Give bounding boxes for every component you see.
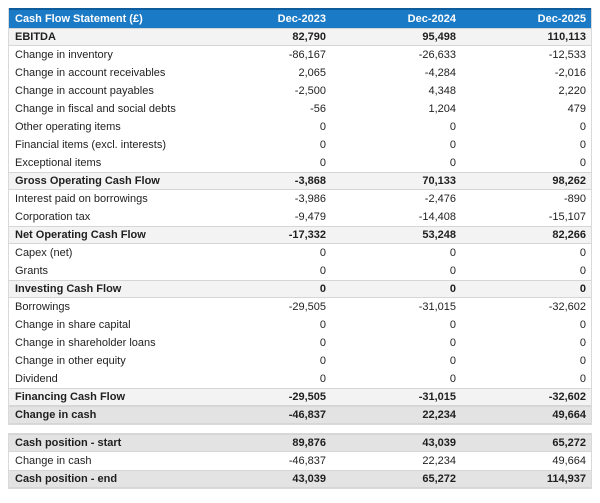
table-row bbox=[9, 190, 591, 208]
value-cell: 65,272 bbox=[552, 437, 586, 449]
table-row bbox=[9, 82, 591, 100]
row-label: Cash position - end bbox=[15, 473, 118, 485]
value-cell: 0 bbox=[319, 247, 326, 259]
value-cell: 49,664 bbox=[552, 455, 586, 467]
value-cell: -29,505 bbox=[288, 301, 326, 313]
summary-table-body bbox=[9, 434, 591, 488]
value-cell: 65,272 bbox=[422, 473, 456, 485]
value-cell: 2,065 bbox=[298, 67, 326, 79]
row-label: Change in fiscal and social debts bbox=[15, 103, 176, 115]
value-cell: 53,248 bbox=[422, 229, 456, 241]
row-label: Change in other equity bbox=[15, 355, 126, 367]
table-row bbox=[9, 388, 591, 406]
value-cell: 114,937 bbox=[546, 473, 586, 485]
row-label: Financing Cash Flow bbox=[15, 391, 126, 403]
row-label: Gross Operating Cash Flow bbox=[15, 175, 160, 187]
value-cell: -890 bbox=[563, 193, 586, 205]
value-cell: -3,986 bbox=[294, 193, 326, 205]
row-label: Change in cash bbox=[15, 455, 92, 467]
table-header-row bbox=[9, 8, 591, 28]
value-cell: 0 bbox=[579, 121, 586, 133]
value-cell: 0 bbox=[449, 355, 456, 367]
value-cell: 0 bbox=[449, 283, 456, 295]
value-cell: 0 bbox=[319, 139, 326, 151]
value-cell: 2,220 bbox=[558, 85, 586, 97]
column-header-dec-2025: Dec-2025 bbox=[537, 13, 586, 25]
table-body bbox=[9, 28, 591, 424]
table-row bbox=[9, 262, 591, 280]
value-cell: 0 bbox=[449, 373, 456, 385]
value-cell: 0 bbox=[579, 283, 586, 295]
value-cell: 70,133 bbox=[422, 175, 456, 187]
value-cell: -3,868 bbox=[294, 175, 326, 187]
value-cell: -31,015 bbox=[418, 301, 456, 313]
value-cell: 0 bbox=[449, 247, 456, 259]
value-cell: -14,408 bbox=[418, 211, 456, 223]
value-cell: -2,016 bbox=[554, 67, 586, 79]
row-label: Net Operating Cash Flow bbox=[15, 229, 146, 241]
row-label: Change in account receivables bbox=[15, 67, 166, 79]
value-cell: 0 bbox=[319, 373, 326, 385]
value-cell: 82,266 bbox=[552, 229, 586, 241]
value-cell: -2,476 bbox=[424, 193, 456, 205]
row-label: Financial items (excl. interests) bbox=[15, 139, 166, 151]
row-label: Change in account payables bbox=[15, 85, 154, 97]
value-cell: 0 bbox=[579, 247, 586, 259]
cash-flow-table bbox=[8, 8, 592, 425]
value-cell: 0 bbox=[579, 373, 586, 385]
value-cell: 0 bbox=[319, 265, 326, 277]
table-row bbox=[9, 118, 591, 136]
row-label: Investing Cash Flow bbox=[15, 283, 122, 295]
value-cell: 49,664 bbox=[552, 409, 586, 421]
value-cell: -32,602 bbox=[548, 301, 586, 313]
row-label: Dividend bbox=[15, 373, 58, 385]
table-row bbox=[9, 244, 591, 262]
value-cell: -31,015 bbox=[418, 391, 456, 403]
row-label: Exceptional items bbox=[15, 157, 102, 169]
value-cell: 0 bbox=[319, 319, 326, 331]
value-cell: 22,234 bbox=[422, 409, 456, 421]
value-cell: 82,790 bbox=[292, 31, 326, 43]
value-cell: 0 bbox=[319, 337, 326, 349]
row-label: Change in cash bbox=[15, 409, 97, 421]
table-row bbox=[9, 28, 591, 46]
value-cell: 110,113 bbox=[547, 31, 586, 43]
table-row bbox=[9, 154, 591, 172]
value-cell: 0 bbox=[579, 157, 586, 169]
value-cell: 4,348 bbox=[428, 85, 456, 97]
value-cell: 98,262 bbox=[552, 175, 586, 187]
row-label: EBITDA bbox=[15, 31, 56, 43]
value-cell: 0 bbox=[449, 157, 456, 169]
value-cell: 0 bbox=[449, 319, 456, 331]
row-label: Capex (net) bbox=[15, 247, 73, 259]
table-row bbox=[9, 434, 591, 452]
value-cell: 0 bbox=[449, 139, 456, 151]
table-row bbox=[9, 352, 591, 370]
value-cell: 89,876 bbox=[292, 437, 326, 449]
value-cell: -26,633 bbox=[418, 49, 456, 61]
value-cell: 0 bbox=[319, 283, 326, 295]
value-cell: -86,167 bbox=[288, 49, 326, 61]
table-row bbox=[9, 406, 591, 424]
table-row bbox=[9, 280, 591, 298]
value-cell: -4,284 bbox=[424, 67, 456, 79]
table-row bbox=[9, 226, 591, 244]
value-cell: 95,498 bbox=[422, 31, 456, 43]
value-cell: 0 bbox=[579, 337, 586, 349]
table-title: Cash Flow Statement (£) bbox=[15, 13, 143, 25]
table-row bbox=[9, 370, 591, 388]
column-header-dec-2023: Dec-2023 bbox=[277, 13, 326, 25]
table-row bbox=[9, 64, 591, 82]
table-row bbox=[9, 172, 591, 190]
value-cell: 479 bbox=[567, 103, 586, 115]
table-row bbox=[9, 470, 591, 488]
table-row bbox=[9, 334, 591, 352]
value-cell: 0 bbox=[319, 121, 326, 133]
value-cell: -32,602 bbox=[548, 391, 586, 403]
value-cell: -56 bbox=[310, 103, 326, 115]
row-label: Borrowings bbox=[15, 301, 71, 313]
value-cell: 0 bbox=[579, 355, 586, 367]
value-cell: 22,234 bbox=[422, 455, 456, 467]
value-cell: 1,204 bbox=[428, 103, 456, 115]
value-cell: 0 bbox=[319, 157, 326, 169]
value-cell: 43,039 bbox=[292, 473, 326, 485]
table-row bbox=[9, 316, 591, 334]
value-cell: -9,479 bbox=[294, 211, 326, 223]
value-cell: 0 bbox=[579, 139, 586, 151]
table-row bbox=[9, 298, 591, 316]
row-label: Cash position - start bbox=[15, 437, 122, 449]
row-label: Change in shareholder loans bbox=[15, 337, 156, 349]
row-label: Other operating items bbox=[15, 121, 121, 133]
value-cell: -29,505 bbox=[288, 391, 326, 403]
row-label: Change in share capital bbox=[15, 319, 131, 331]
table-row bbox=[9, 136, 591, 154]
value-cell: -17,332 bbox=[288, 229, 326, 241]
value-cell: -12,533 bbox=[548, 49, 586, 61]
row-label: Change in inventory bbox=[15, 49, 113, 61]
value-cell: -2,500 bbox=[294, 85, 326, 97]
table-row bbox=[9, 208, 591, 226]
value-cell: 0 bbox=[319, 355, 326, 367]
value-cell: 0 bbox=[449, 337, 456, 349]
row-label: Grants bbox=[15, 265, 49, 277]
row-label: Corporation tax bbox=[15, 211, 91, 223]
value-cell: 0 bbox=[449, 265, 456, 277]
table-row bbox=[9, 46, 591, 64]
value-cell: 0 bbox=[579, 319, 586, 331]
column-header-dec-2024: Dec-2024 bbox=[407, 13, 456, 25]
value-cell: -15,107 bbox=[548, 211, 586, 223]
value-cell: 0 bbox=[449, 121, 456, 133]
value-cell: 43,039 bbox=[422, 437, 456, 449]
value-cell: -46,837 bbox=[288, 455, 326, 467]
table-row bbox=[9, 100, 591, 118]
value-cell: -46,837 bbox=[288, 409, 326, 421]
row-label: Interest paid on borrowings bbox=[15, 193, 148, 205]
cash-position-table bbox=[8, 433, 592, 489]
value-cell: 0 bbox=[579, 265, 586, 277]
table-row bbox=[9, 452, 591, 470]
